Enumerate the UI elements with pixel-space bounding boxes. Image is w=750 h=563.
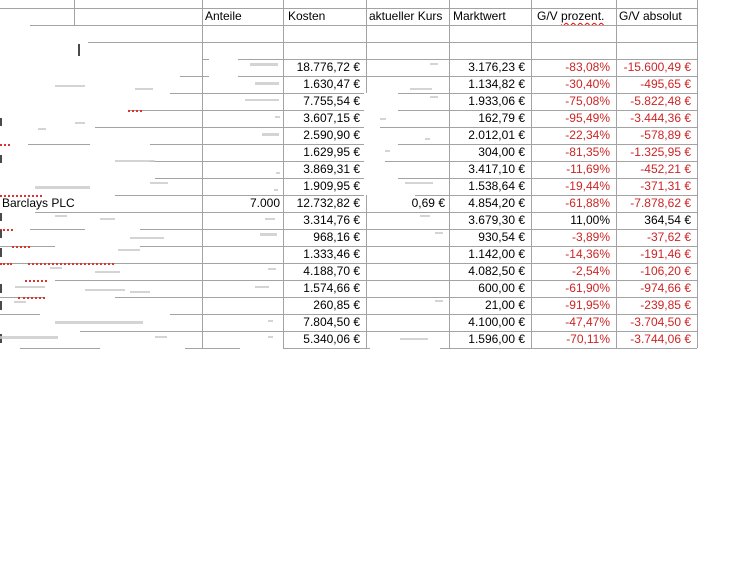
- cell-marktwert[interactable]: 1.142,00 €: [468, 247, 525, 261]
- cell-anteile[interactable]: [204, 246, 280, 263]
- cell-name[interactable]: [2, 178, 200, 195]
- cell-marktwert[interactable]: 2.012,01 €: [468, 128, 525, 142]
- cell-marktwert[interactable]: 1.933,06 €: [468, 94, 525, 108]
- cell-name[interactable]: [2, 110, 200, 127]
- cell-gv-prozent[interactable]: -19,44%: [565, 179, 610, 193]
- cell-anteile[interactable]: [204, 93, 280, 110]
- gridline-horizontal: [283, 348, 370, 349]
- cell-gv-absolut[interactable]: -1.325,95 €: [630, 145, 691, 159]
- cell-name[interactable]: [2, 93, 200, 110]
- cell-aktueller-kurs[interactable]: [371, 178, 445, 195]
- cell-marktwert[interactable]: 600,00 €: [478, 281, 525, 295]
- cell-gv-prozent[interactable]: -95,49%: [565, 111, 610, 125]
- cell-gv-prozent[interactable]: -11,69%: [566, 162, 610, 176]
- cell-marktwert[interactable]: 4.082,50 €: [468, 264, 525, 278]
- column-header-aktueller-kurs[interactable]: aktueller Kurs: [369, 9, 443, 23]
- cell-anteile[interactable]: [204, 331, 280, 348]
- cell-kosten[interactable]: 18.776,72 €: [296, 60, 360, 74]
- cell-anteile[interactable]: [204, 263, 280, 280]
- cell-anteile[interactable]: [204, 110, 280, 127]
- cell-gv-absolut[interactable]: -371,31 €: [640, 179, 691, 193]
- cell-anteile[interactable]: [204, 59, 280, 76]
- cell-gv-prozent[interactable]: -14,36%: [565, 247, 610, 261]
- cell-anteile[interactable]: [204, 229, 280, 246]
- cell-anteile[interactable]: [204, 127, 280, 144]
- cell-name[interactable]: [2, 280, 200, 297]
- cell-marktwert[interactable]: 3.417,10 €: [468, 162, 525, 176]
- cell-aktueller-kurs[interactable]: [371, 212, 445, 229]
- cell-gv-prozent[interactable]: -3,89%: [571, 230, 610, 244]
- cell-marktwert[interactable]: 162,79 €: [478, 111, 525, 125]
- cell-gv-absolut[interactable]: -15.600,49 €: [623, 60, 691, 74]
- cell-aktueller-kurs[interactable]: [371, 59, 445, 76]
- cell-kosten[interactable]: 968,16 €: [313, 230, 360, 244]
- cell-gv-prozent[interactable]: -30,40%: [565, 77, 610, 91]
- cell-kosten[interactable]: 1.574,66 €: [303, 281, 360, 295]
- cell-aktueller-kurs[interactable]: [371, 314, 445, 331]
- cell-aktueller-kurs[interactable]: [371, 263, 445, 280]
- cell-gv-prozent[interactable]: -70,11%: [566, 332, 610, 346]
- cell-anteile[interactable]: [204, 280, 280, 297]
- cell-name[interactable]: [2, 229, 200, 246]
- cell-name[interactable]: [2, 59, 200, 76]
- cell-name[interactable]: [2, 331, 200, 348]
- cell-name[interactable]: [2, 161, 200, 178]
- cell-gv-prozent[interactable]: -47,47%: [565, 315, 610, 329]
- cell-aktueller-kurs[interactable]: [371, 76, 445, 93]
- cell-marktwert[interactable]: 304,00 €: [478, 145, 525, 159]
- cell-gv-prozent[interactable]: -22,34%: [565, 128, 610, 142]
- cell-kosten[interactable]: 1.629,95 €: [303, 145, 360, 159]
- cell-marktwert[interactable]: 930,54 €: [478, 230, 525, 244]
- cell-name[interactable]: [2, 246, 200, 263]
- cell-gv-absolut[interactable]: -106,20 €: [640, 264, 691, 278]
- gridline-horizontal: [20, 348, 100, 349]
- cell-gv-absolut[interactable]: -578,89 €: [640, 128, 691, 142]
- cell-gv-absolut[interactable]: -3.744,06 €: [630, 332, 691, 346]
- cell-kosten[interactable]: 1.630,47 €: [303, 77, 360, 91]
- cell-anteile[interactable]: [204, 76, 280, 93]
- cell-name[interactable]: [2, 76, 200, 93]
- cell-gv-prozent[interactable]: 11,00%: [570, 213, 610, 227]
- cell-name[interactable]: [2, 297, 200, 314]
- cell-aktueller-kurs[interactable]: [371, 161, 445, 178]
- cell-kosten[interactable]: 7.804,50 €: [303, 315, 360, 329]
- cell-gv-absolut[interactable]: -239,85 €: [640, 298, 691, 312]
- cell-marktwert[interactable]: 21,00 €: [484, 298, 525, 312]
- cell-aktueller-kurs[interactable]: [371, 331, 445, 348]
- gridline-vertical: [202, 0, 203, 348]
- cell-gv-prozent[interactable]: -2,54%: [571, 264, 610, 278]
- gridline-horizontal: [30, 25, 697, 26]
- cell-kosten[interactable]: 12.732,82 €: [296, 196, 360, 210]
- cell-aktueller-kurs[interactable]: [371, 246, 445, 263]
- column-header-gv-prozent[interactable]: [537, 8, 615, 25]
- gridline-vertical: [283, 0, 284, 348]
- cell-gv-prozent[interactable]: -61,90%: [565, 281, 610, 295]
- column-header-gv-absolut[interactable]: G/V absolut: [619, 9, 682, 23]
- cell-kosten[interactable]: 3.314,76 €: [303, 213, 360, 227]
- cell-anteile[interactable]: [204, 178, 280, 195]
- cell-kosten[interactable]: 4.188,70 €: [303, 264, 360, 278]
- cell-anteile[interactable]: [204, 161, 280, 178]
- cell-anteile[interactable]: [204, 212, 280, 229]
- cell-gv-absolut[interactable]: -5.822,48 €: [630, 94, 691, 108]
- cell-aktueller-kurs[interactable]: 0,69 €: [411, 196, 445, 210]
- cell-marktwert[interactable]: 3.176,23 €: [468, 60, 525, 74]
- cell-aktueller-kurs[interactable]: [371, 297, 445, 314]
- cell-marktwert[interactable]: 1.134,82 €: [468, 77, 525, 91]
- cell-kosten[interactable]: 2.590,90 €: [303, 128, 360, 142]
- cell-gv-absolut[interactable]: -191,46 €: [640, 247, 691, 261]
- column-header-kosten[interactable]: Kosten: [288, 9, 326, 23]
- cell-anteile[interactable]: [204, 297, 280, 314]
- cell-gv-prozent[interactable]: -81,35%: [565, 145, 610, 159]
- cell-kosten[interactable]: 5.340,06 €: [303, 332, 360, 346]
- cell-kosten[interactable]: 3.869,31 €: [303, 162, 360, 176]
- column-header-anteile[interactable]: Anteile: [205, 9, 242, 23]
- cell-kosten[interactable]: 1.909,95 €: [303, 179, 360, 193]
- cell-aktueller-kurs[interactable]: [371, 144, 445, 161]
- cell-gv-absolut[interactable]: -452,21 €: [640, 162, 691, 176]
- cell-aktueller-kurs[interactable]: [371, 110, 445, 127]
- cell-anteile[interactable]: [204, 314, 280, 331]
- cell-gv-absolut[interactable]: -7.878,62 €: [630, 196, 691, 210]
- cell-marktwert[interactable]: 4.100,00 €: [468, 315, 525, 329]
- cell-gv-absolut[interactable]: 364,54 €: [644, 213, 691, 227]
- cell-name[interactable]: [2, 263, 200, 280]
- cell-aktueller-kurs[interactable]: [371, 229, 445, 246]
- gv-prozent-misspelled-word: prozent.: [561, 9, 605, 23]
- cell-gv-prozent[interactable]: -83,08%: [565, 60, 610, 74]
- cell-gv-prozent[interactable]: -91,95%: [565, 298, 610, 312]
- cell-anteile[interactable]: [204, 144, 280, 161]
- gridline-horizontal: [440, 348, 697, 349]
- gv-prozent-prefix: G/V: [537, 9, 562, 23]
- cell-name[interactable]: Barclays PLC: [2, 196, 75, 210]
- cell-marktwert[interactable]: 1.538,64 €: [468, 179, 525, 193]
- cell-marktwert[interactable]: 3.679,30 €: [468, 213, 525, 227]
- gridline-horizontal: [185, 348, 240, 349]
- cell-gv-prozent[interactable]: -61,88%: [565, 196, 610, 210]
- gridline-vertical: [697, 0, 698, 348]
- cell-aktueller-kurs[interactable]: [371, 280, 445, 297]
- cell-gv-absolut[interactable]: -37,62 €: [646, 230, 691, 244]
- cell-gv-absolut[interactable]: -495,65 €: [640, 77, 691, 91]
- cell-marktwert[interactable]: 4.854,20 €: [468, 196, 525, 210]
- cell-name[interactable]: [2, 127, 200, 144]
- gridline-vertical: [74, 0, 75, 25]
- cell-kosten[interactable]: 260,85 €: [313, 298, 360, 312]
- gridline-vertical: [366, 0, 367, 93]
- cell-aktueller-kurs[interactable]: [371, 127, 445, 144]
- gridline-vertical: [449, 0, 450, 348]
- gridline-vertical: [366, 195, 367, 348]
- gridline-horizontal: [88, 42, 697, 43]
- gridline-horizontal: [360, 110, 364, 111]
- gridline-vertical: [531, 0, 532, 348]
- cell-kosten[interactable]: 3.607,15 €: [303, 111, 360, 125]
- cell-name[interactable]: [2, 144, 200, 161]
- cell-gv-absolut[interactable]: -3.444,36 €: [630, 111, 691, 125]
- column-header-marktwert[interactable]: Marktwert: [453, 9, 506, 23]
- cell-marktwert[interactable]: 1.596,00 €: [468, 332, 525, 346]
- cell-name[interactable]: [2, 314, 200, 331]
- cell-anteile[interactable]: 7.000: [249, 196, 280, 210]
- cell-gv-absolut[interactable]: -974,66 €: [640, 281, 691, 295]
- cell-gv-absolut[interactable]: -3.704,50 €: [630, 315, 691, 329]
- cell-kosten[interactable]: 7.755,54 €: [303, 94, 360, 108]
- cell-aktueller-kurs[interactable]: [371, 93, 445, 110]
- cell-name[interactable]: [2, 212, 200, 229]
- cell-kosten[interactable]: 1.333,46 €: [303, 247, 360, 261]
- cell-gv-prozent[interactable]: -75,08%: [565, 94, 610, 108]
- redacted-letter-fragment: [78, 44, 80, 56]
